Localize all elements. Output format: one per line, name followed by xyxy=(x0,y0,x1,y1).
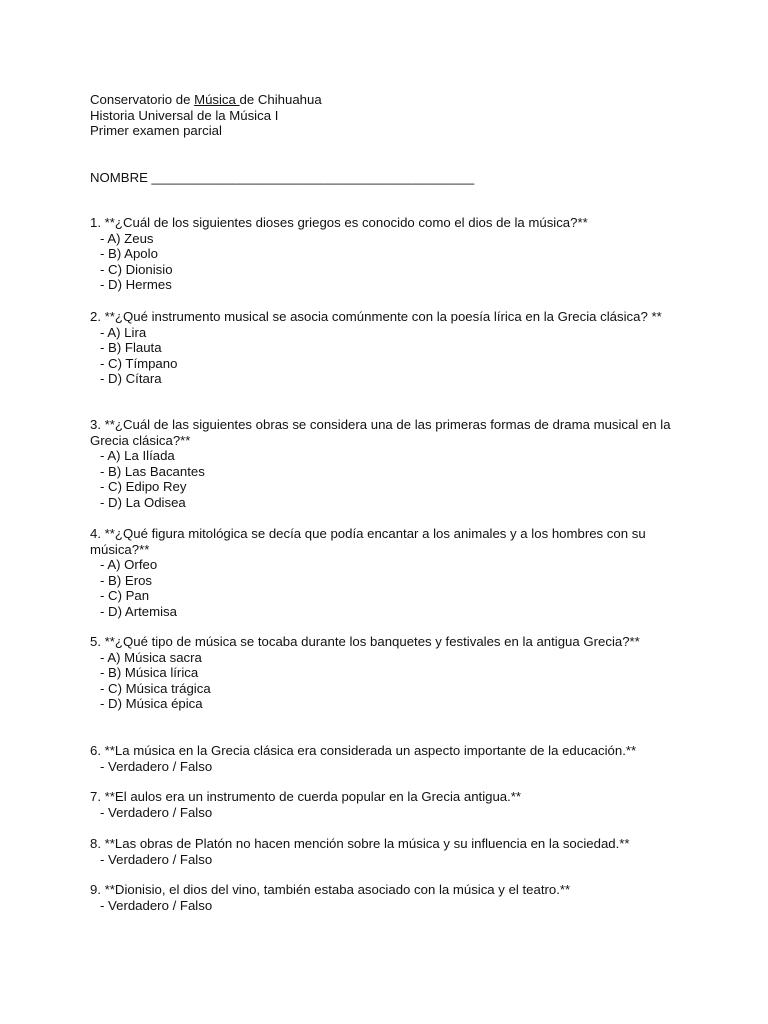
answer-option: - C) Tímpano xyxy=(100,355,178,371)
question-stem: 1. **¿Cuál de los siguientes dioses griegos es conocido como el dios de la música?** xyxy=(90,215,588,230)
answer-option: - A) Música sacra xyxy=(100,649,202,665)
question-stem: 9. **Dionisio, el dios del vino, también estaba asociado con la música y el teatro.** xyxy=(90,882,571,897)
answer-option: - B) Apolo xyxy=(100,246,158,261)
answer-option: - C) Pan xyxy=(100,588,150,603)
exam-header xyxy=(90,92,322,139)
answer-option: - A) Orfeo xyxy=(100,557,158,572)
question-stem: 6. **La música en la Grecia clásica era considerada un aspecto importante de la educación.** xyxy=(90,743,637,758)
question-3 xyxy=(90,417,690,510)
answer-option: - Verdadero / Falso xyxy=(100,804,213,820)
answer-option: - A) Zeus xyxy=(100,230,154,246)
question-7 xyxy=(90,789,690,820)
course-title: Historia Universal de la Música I xyxy=(90,107,279,123)
question-6 xyxy=(90,743,690,774)
answer-option: - Verdadero / Falso xyxy=(100,758,213,774)
question-stem: 3. **¿Cuál de las siguientes obras se considera una de las primeras formas de drama musical en la Grecia clásica?** xyxy=(90,417,671,448)
answer-option: - B) Música lírica xyxy=(100,665,199,680)
answer-option: - C) Edipo Rey xyxy=(100,479,187,494)
question-stem: 7. **El aulos era un instrumento de cuerda popular en la Grecia antigua.** xyxy=(90,789,522,804)
exam-title: Primer examen parcial xyxy=(90,123,222,138)
question-9 xyxy=(90,882,690,913)
question-stem: 2. **¿Qué instrumento musical se asocia comúnmente con la poesía lírica en la Grecia clásica? ** xyxy=(90,309,662,324)
answer-option: - B) Eros xyxy=(100,572,153,588)
answer-option: - A) Lira xyxy=(100,324,147,340)
institution-prefix: Conservatorio de xyxy=(90,92,195,107)
question-8 xyxy=(90,836,690,867)
answer-option: - B) Las Bacantes xyxy=(100,463,205,479)
question-5 xyxy=(90,634,690,712)
answer-option: - C) Música trágica xyxy=(100,680,211,696)
question-4 xyxy=(90,526,690,619)
answer-option: - D) La Odisea xyxy=(100,494,186,510)
answer-option: - B) Flauta xyxy=(100,340,162,355)
question-1 xyxy=(90,215,690,293)
question-stem: 5. **¿Qué tipo de música se tocaba durante los banquetes y festivales en la antigua Grecia?** xyxy=(90,634,640,649)
answer-option: - D) Música épica xyxy=(100,696,203,711)
answer-option: - Verdadero / Falso xyxy=(100,851,213,867)
question-stem: 8. **Las obras de Platón no hacen mención sobre la música y su influencia en la sociedad.** xyxy=(90,836,630,851)
question-2 xyxy=(90,309,690,387)
answer-option: - D) Hermes xyxy=(100,277,172,292)
name-field: NOMBRE ____________________________________________ xyxy=(90,170,475,185)
institution-suffix: de Chihuahua xyxy=(239,92,322,107)
institution-line xyxy=(90,92,322,108)
answer-option: - D) Artemisa xyxy=(100,603,177,619)
answer-option: - D) Cítara xyxy=(100,371,162,386)
answer-option: - C) Dionisio xyxy=(100,261,173,277)
question-stem: 4. **¿Qué figura mitológica se decía que podía encantar a los animales y a los hombres con su música?** xyxy=(90,526,646,557)
music-link[interactable]: Música xyxy=(194,92,240,107)
answer-option: - A) La Ilíada xyxy=(100,448,175,463)
answer-option: - Verdadero / Falso xyxy=(100,897,213,913)
